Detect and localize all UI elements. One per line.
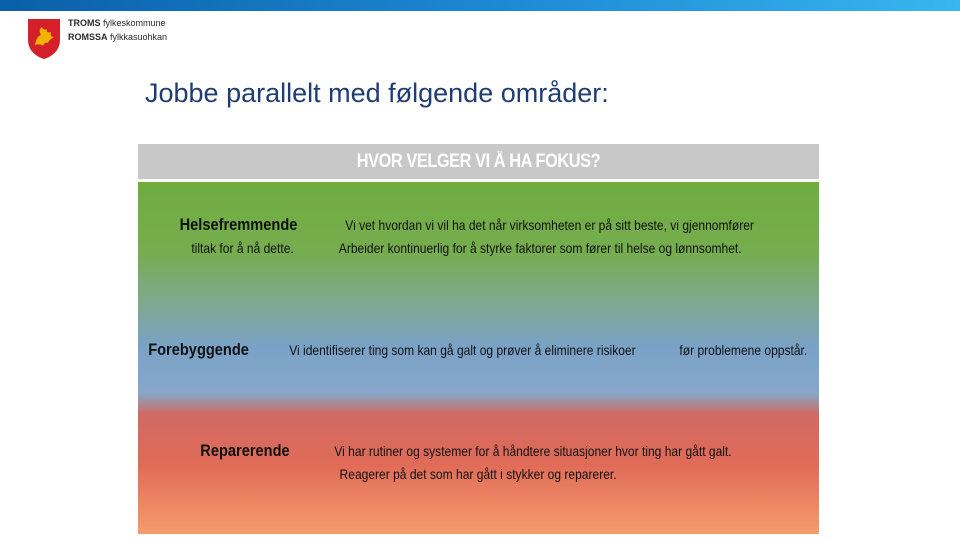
section-text-line: Reagerer på det som har gått i stykker og reparerer. (339, 466, 618, 482)
section-text-line: Arbeider kontinuerlig for å styrke faktorer som fører til helse og lønnsomhet. (338, 240, 742, 256)
panel-header (138, 144, 819, 179)
section-text-line: tiltak for å nå dette. (190, 240, 294, 256)
panel-body (138, 182, 819, 534)
section-text-line: Vi vet hvordan vi vil ha det når virksomheten er på sitt beste, vi gjennomfører (344, 217, 754, 233)
org-name-norwegian: TROMS fylkeskommune (68, 18, 166, 28)
section-heading: Forebyggende (147, 340, 249, 359)
org-logo (27, 18, 197, 62)
section-heading: Reparerende (200, 441, 290, 460)
section-text-line: Vi har rutiner og systemer for å håndtere situasjoner hvor ting har gått galt. (334, 443, 732, 459)
slide-title: Jobbe parallelt med følgende områder: (145, 78, 609, 108)
section-text-line: Vi identifiserer ting som kan gå galt og prøver å eliminere risikoer (289, 342, 636, 358)
section-heading: Helsefremmende (179, 215, 298, 234)
section-preventive (138, 333, 819, 362)
section-health-promoting (138, 214, 819, 260)
section-text-line: før problemene oppstår. (678, 342, 807, 358)
focus-panel (138, 144, 819, 534)
panel-header-text: HVOR VELGER VI Å HA FOKUS? (356, 150, 601, 172)
top-accent-bar (0, 0, 960, 11)
org-name-sami: ROMSSA fylkkasuohkan (68, 32, 168, 42)
coat-of-arms-icon (27, 18, 61, 60)
section-repairing (138, 440, 819, 486)
